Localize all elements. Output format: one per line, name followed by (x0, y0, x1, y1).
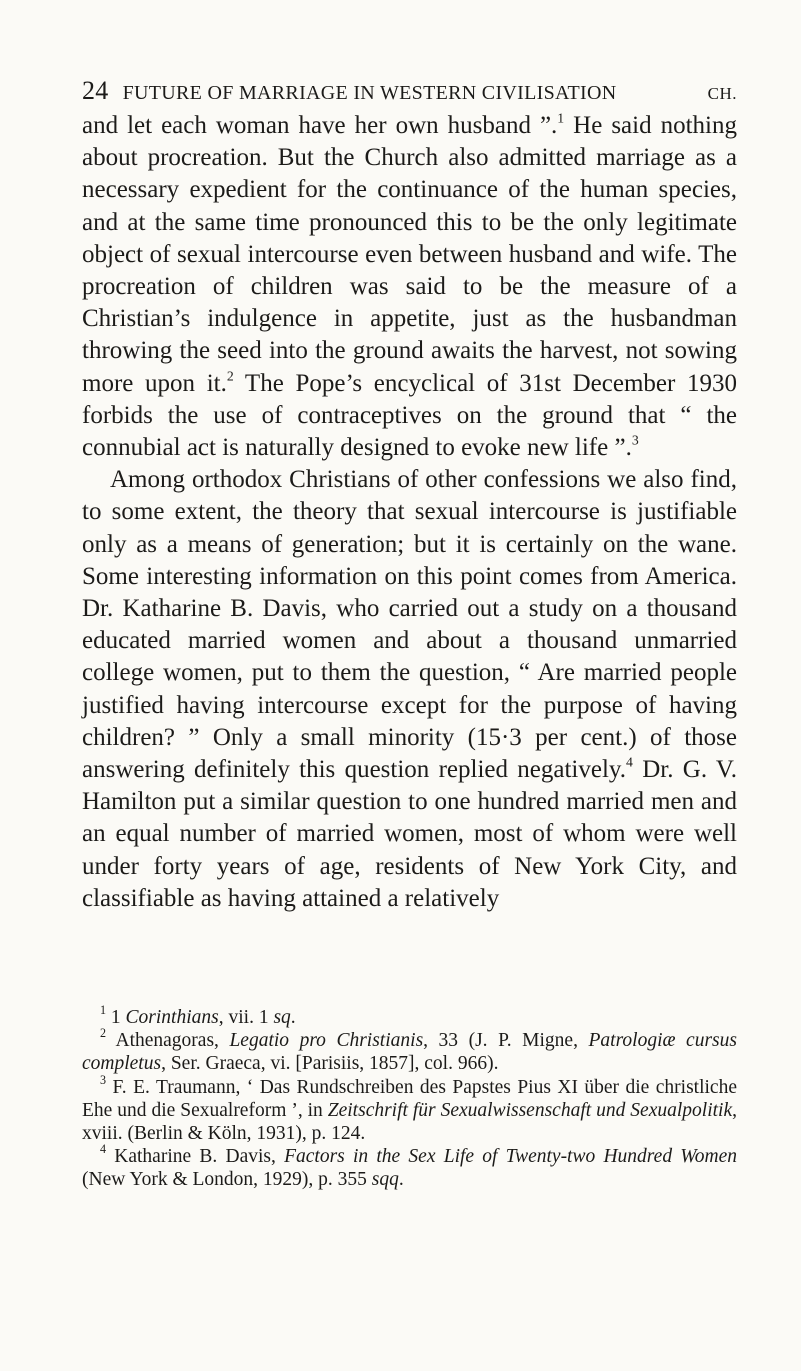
chapter-abbrev: CH. (707, 84, 737, 103)
footnote-1-post: , vii. 1 (218, 1007, 274, 1028)
body-text (82, 110, 737, 915)
footnote-ref-3: 3 (631, 432, 639, 448)
footnote-2-title2: Patrologiæ cursus completus (82, 1030, 737, 1075)
footnote-3-title: Zeitschrift für Sexualwissenschaft und Sexualpolitik (327, 1099, 733, 1121)
p1-text-1: and let each woman have her own husband ”. (82, 112, 558, 139)
footnote-2-pre: Athenagoras, (106, 1030, 230, 1052)
footnote-3 (82, 1072, 737, 1146)
footnote-3-post: , xviii. (Berlin & Köln, 1931), p. 124. (82, 1099, 737, 1145)
p1-text-2: He said nothing about procreation. But the Church also admitted marriage as a necessary expedient for the continuance of the human species, and at the same time pronounced this to be the only legitimate object of sexual intercourse even between husband and wife. The procreation of children was said to be the measure of a Christian’s indulgence in appetite, just as the husbandman throwing the seed into the ground awaits the harvest, not sowing more upon it. (82, 112, 737, 397)
footnote-2 (82, 1026, 737, 1075)
footnote-4 (82, 1142, 737, 1191)
p1-text-3: The Pope’s encyclical of 31st December 1930 forbids the use of contraceptives on the ground that “ the connubial act is naturally designed to evoke new life ”. (82, 369, 737, 462)
footnotes (82, 1002, 737, 1192)
footnote-ref-2: 2 (226, 368, 234, 384)
p2-text-1: Among orthodox Christians of other confessions we also find, to some extent, the theory that sexual intercourse is justifiable only as a means of generation; but it is certainly on the wane. Some interesting information on this point comes from America. Dr. Katharine B. Davis, who carried out a study on a thousand educated married women and about a thousand unmarried college women, put to them the question, “ Are married people justified having intercourse except for the purpose of having children? ” Only a small minority (15·3 per cent.) of those answering definitely this question replied negatively. (82, 466, 737, 784)
footnote-2-mark: 2 (100, 1026, 107, 1041)
footnote-4-mark: 4 (100, 1142, 107, 1157)
page-number: 24 (82, 76, 109, 105)
footnote-4-post: (New York & London, 1929), p. 355 (82, 1169, 372, 1191)
footnote-ref-1: 1 (557, 110, 565, 126)
footnote-1 (82, 1002, 737, 1029)
paragraph-1 (82, 110, 737, 464)
p2-text-2: Dr. G. V. Hamilton put a similar question to one hundred married men and an equal number of married women, most of whom were well under forty years of age, residents of New York City, and classifiable as having attained a relatively (82, 756, 738, 912)
footnote-4-title: Factors in the Sex Life of Twenty-two Hundred Women (284, 1146, 737, 1168)
footnote-4-sqq: sqq (371, 1169, 399, 1191)
footnote-2-title: Legatio pro Christianis (229, 1030, 424, 1052)
paragraph-2 (82, 464, 737, 915)
footnote-1-sq: sq (273, 1007, 291, 1028)
footnote-3-pre: F. E. Traumann, ‘ Das Rundschreiben des Papstes Pius XI über die christliche Ehe und die Sexualreform ’, in (82, 1076, 737, 1121)
running-title: FUTURE OF MARRIAGE IN WESTERN CIVILISATION (122, 82, 617, 104)
footnote-2-mid: , 33 (J. P. Migne, (423, 1030, 589, 1052)
footnote-1-title: Corinthians (125, 1007, 219, 1028)
footnote-3-mark: 3 (100, 1072, 107, 1087)
footnote-1-pre: 1 (106, 1007, 126, 1028)
footnote-4-end: . (398, 1169, 404, 1191)
footnote-2-post: , Ser. Graeca, vi. [Parisiis, 1857], col. 966). (161, 1053, 499, 1075)
footnote-ref-4: 4 (626, 754, 633, 770)
footnote-4-pre: Katharine B. Davis, (106, 1146, 285, 1168)
footnote-1-end: . (290, 1007, 296, 1028)
footnote-1-mark: 1 (100, 1002, 107, 1017)
running-header (82, 76, 737, 106)
